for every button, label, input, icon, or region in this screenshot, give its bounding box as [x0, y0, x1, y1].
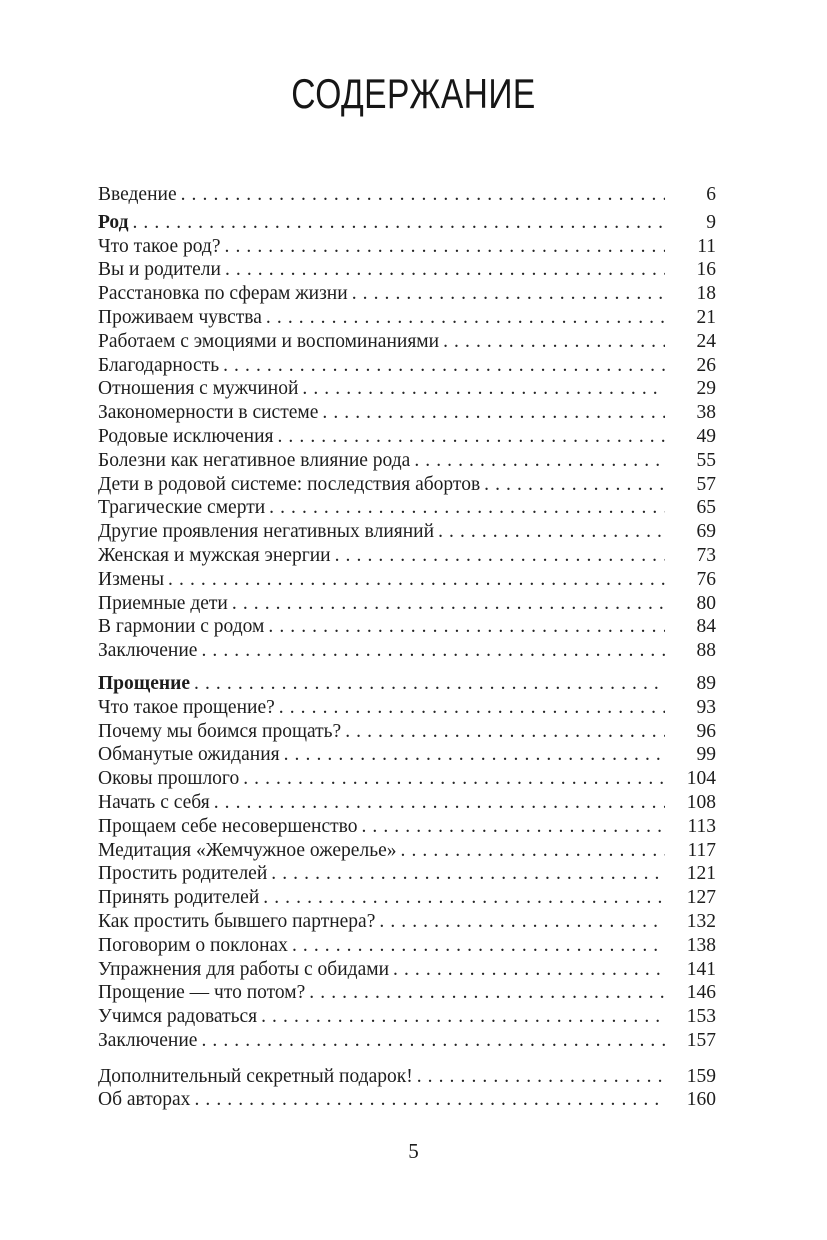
toc-section — [98, 672, 716, 1053]
toc-entry-label: Начать с себя — [98, 791, 210, 813]
toc-page-number: 93 — [696, 696, 716, 718]
toc-row — [98, 473, 716, 497]
toc-page-number: 99 — [696, 744, 716, 766]
toc-entry-label: В гармонии с родом — [98, 616, 265, 638]
toc-row — [98, 449, 716, 473]
toc-entry-label: Обманутые ожидания — [98, 744, 280, 766]
toc-row — [98, 1005, 716, 1029]
toc-row — [98, 886, 716, 910]
toc-entry-label: Вы и родители — [98, 259, 221, 281]
toc-entry-label: Работаем с эмоциями и воспоминаниями — [98, 330, 440, 352]
toc-row — [98, 592, 716, 616]
toc-leader-dots — [292, 934, 665, 958]
toc-entry-label: Почему мы боимся прощать? — [98, 720, 342, 742]
toc-page-number: 132 — [686, 910, 716, 932]
toc-entry-label: Женская и мужская энергии — [98, 544, 331, 566]
toc-entry-label: Заключение — [98, 1029, 198, 1051]
toc-leader-dots — [263, 886, 665, 910]
toc-page-number: 38 — [696, 402, 716, 424]
toc-leader-dots — [181, 183, 665, 207]
toc-entry-label: Отношения с мужчиной — [98, 378, 299, 400]
toc-entry-label: Род — [98, 211, 129, 233]
toc-entry-label: Родовые исключения — [98, 425, 274, 447]
toc-leader-dots — [223, 354, 665, 378]
toc-entry-label: Заключение — [98, 640, 198, 662]
toc-leader-dots — [271, 862, 665, 886]
toc-entry-label: Прощение — что потом? — [98, 982, 306, 1004]
toc-row — [98, 330, 716, 354]
toc-page-number: 84 — [696, 616, 716, 638]
toc-entry-label: Прощение — [98, 672, 191, 694]
toc-leader-dots — [393, 958, 665, 982]
toc-page-number: 55 — [696, 449, 716, 471]
toc-row — [98, 568, 716, 592]
toc-page-number: 127 — [686, 887, 716, 909]
toc-leader-dots — [268, 615, 665, 639]
toc-entry-label: Упражнения для работы с обидами — [98, 958, 390, 980]
toc-leader-dots — [132, 211, 665, 235]
toc-entry-label: Проживаем чувства — [98, 306, 262, 328]
toc-row — [98, 839, 716, 863]
toc-leader-dots — [345, 720, 665, 744]
toc-row — [98, 672, 716, 696]
toc-page-number: 73 — [696, 544, 716, 566]
toc-page-number: 96 — [696, 720, 716, 742]
toc-entry-label: Поговорим о поклонах — [98, 934, 288, 956]
toc-leader-dots — [438, 520, 665, 544]
toc-page-number: 65 — [696, 497, 716, 519]
toc-entry-label: Болезни как негативное влияние рода — [98, 449, 411, 471]
toc-leader-dots — [194, 1088, 665, 1112]
toc-leader-dots — [302, 377, 665, 401]
toc-entry-label: Трагические смерти — [98, 497, 266, 519]
toc-entry-label: Другие проявления негативных влияний — [98, 521, 435, 543]
toc-row — [98, 544, 716, 568]
toc-page-number: 11 — [697, 235, 716, 257]
toc-leader-dots — [277, 425, 665, 449]
toc-page-number: 159 — [686, 1065, 716, 1087]
toc-leader-dots — [261, 1005, 665, 1029]
toc-row — [98, 1088, 716, 1112]
toc-leader-dots — [201, 1029, 665, 1053]
toc-page-number: 121 — [686, 863, 716, 885]
toc-entry-label: Закономерности в системе — [98, 402, 319, 424]
toc-page-number: 57 — [696, 473, 716, 495]
toc-entry-label: Учимся радоваться — [98, 1006, 258, 1028]
toc-row — [98, 910, 716, 934]
toc-entry-label: Простить родителей — [98, 863, 268, 885]
toc-leader-dots — [309, 981, 665, 1005]
toc-leader-dots — [225, 258, 665, 282]
toc-row — [98, 1065, 716, 1089]
toc-leader-dots — [322, 401, 665, 425]
toc-entry-label: Прощаем себе несовершенство — [98, 815, 358, 837]
toc-page-number: 24 — [696, 330, 716, 352]
toc-row — [98, 425, 716, 449]
toc-page-number: 104 — [686, 768, 716, 790]
table-of-contents — [98, 183, 716, 1112]
toc-leader-dots — [414, 449, 665, 473]
toc-row — [98, 696, 716, 720]
toc-row — [98, 306, 716, 330]
toc-leader-dots — [335, 544, 665, 568]
toc-entry-label: Благодарность — [98, 354, 220, 376]
toc-leader-dots — [225, 235, 666, 259]
toc-entry-label: Что такое прощение? — [98, 696, 275, 718]
toc-page-number: 69 — [696, 521, 716, 543]
toc-row — [98, 934, 716, 958]
toc-page-number: 88 — [696, 640, 716, 662]
toc-leader-dots — [379, 910, 665, 934]
toc-row — [98, 377, 716, 401]
toc-row — [98, 354, 716, 378]
toc-page-number: 117 — [687, 839, 716, 861]
toc-leader-dots — [194, 672, 665, 696]
toc-row — [98, 743, 716, 767]
toc-row — [98, 815, 716, 839]
toc-page-number: 49 — [696, 425, 716, 447]
toc-leader-dots — [168, 568, 665, 592]
toc-leader-dots — [232, 592, 665, 616]
toc-leader-dots — [401, 839, 666, 863]
toc-page-number: 138 — [686, 934, 716, 956]
toc-entry-label: Медитация «Жемчужное ожерелье» — [98, 839, 397, 861]
toc-page-number: 21 — [696, 306, 716, 328]
toc-page-number: 160 — [686, 1089, 716, 1111]
toc-entry-label: Принять родителей — [98, 887, 260, 909]
toc-section — [98, 211, 716, 663]
toc-leader-dots — [417, 1065, 665, 1089]
toc-page-number: 141 — [686, 958, 716, 980]
toc-leader-dots — [269, 496, 665, 520]
toc-leader-dots — [266, 306, 665, 330]
toc-page-number: 108 — [686, 791, 716, 813]
toc-page-number: 146 — [686, 982, 716, 1004]
toc-entry-label: Приемные дети — [98, 592, 228, 614]
toc-row — [98, 615, 716, 639]
toc-entry-label: Как простить бывшего партнера? — [98, 910, 376, 932]
toc-page-number: 18 — [696, 283, 716, 305]
toc-page-number: 16 — [696, 259, 716, 281]
toc-row — [98, 282, 716, 306]
toc-section — [98, 183, 716, 207]
toc-entry-label: Что такое род? — [98, 235, 221, 257]
toc-leader-dots — [484, 473, 665, 497]
toc-row — [98, 183, 716, 207]
toc-entry-label: Оковы прошлого — [98, 768, 240, 790]
toc-entry-label: Измены — [98, 568, 165, 590]
toc-page-number: 9 — [706, 211, 716, 233]
toc-leader-dots — [243, 767, 665, 791]
toc-row — [98, 720, 716, 744]
toc-section — [98, 1065, 716, 1113]
toc-entry-label: Об авторах — [98, 1089, 191, 1111]
toc-leader-dots — [443, 330, 665, 354]
page-title: СОДЕРЖАНИЕ — [291, 70, 536, 117]
toc-page-number: 76 — [696, 568, 716, 590]
folio-page-number: 5 — [408, 1139, 419, 1164]
toc-row — [98, 401, 716, 425]
toc-row — [98, 496, 716, 520]
toc-leader-dots — [214, 791, 665, 815]
toc-row — [98, 258, 716, 282]
toc-row — [98, 520, 716, 544]
toc-page-number: 113 — [687, 815, 716, 837]
toc-page-number: 89 — [696, 672, 716, 694]
toc-entry-label: Дополнительный секретный подарок! — [98, 1065, 413, 1087]
toc-entry-label: Введение — [98, 184, 177, 205]
toc-leader-dots — [361, 815, 665, 839]
toc-row — [98, 1029, 716, 1053]
toc-page-number: 80 — [696, 592, 716, 614]
toc-page-number: 157 — [686, 1029, 716, 1051]
toc-page-number: 29 — [696, 378, 716, 400]
toc-page-number: 26 — [696, 354, 716, 376]
toc-row — [98, 958, 716, 982]
toc-page-number: 6 — [706, 184, 716, 205]
toc-entry-label: Расстановка по сферам жизни — [98, 283, 348, 305]
toc-row — [98, 639, 716, 663]
toc-leader-dots — [279, 696, 665, 720]
toc-row — [98, 791, 716, 815]
toc-row — [98, 862, 716, 886]
toc-leader-dots — [201, 639, 665, 663]
toc-entry-label: Дети в родовой системе: последствия абортов — [98, 473, 481, 495]
toc-page-number: 153 — [686, 1006, 716, 1028]
toc-row — [98, 235, 716, 259]
toc-row — [98, 981, 716, 1005]
toc-row — [98, 767, 716, 791]
toc-leader-dots — [352, 282, 665, 306]
toc-row — [98, 211, 716, 235]
toc-leader-dots — [284, 743, 665, 767]
